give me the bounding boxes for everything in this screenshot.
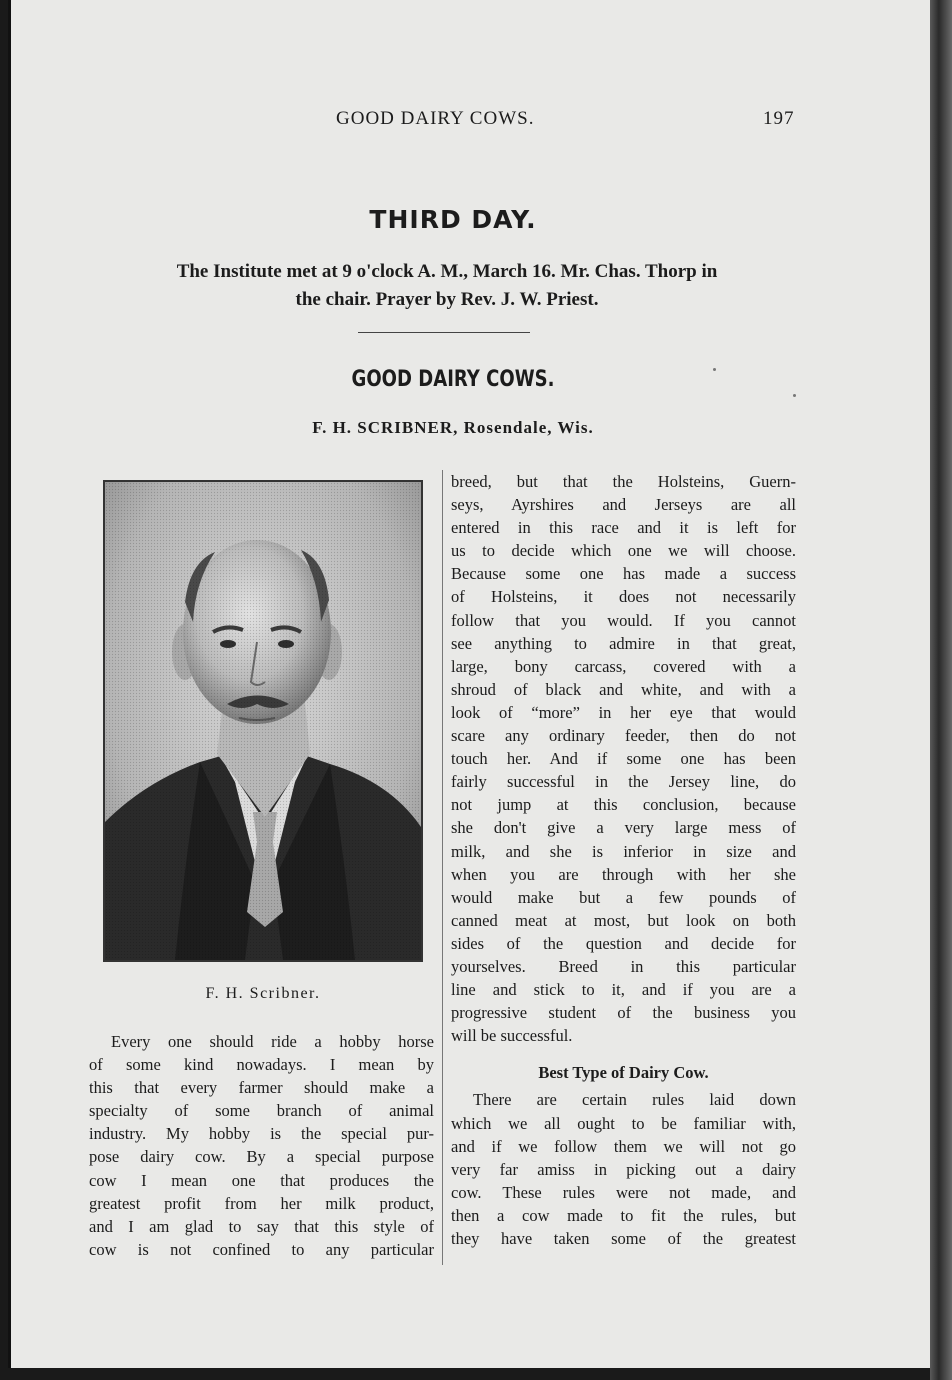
text-line: fairly successful in the Jersey line, do — [451, 772, 796, 792]
section-divider — [358, 332, 530, 333]
text-line: when you are through with her she — [451, 864, 796, 884]
column-divider — [442, 470, 443, 1265]
right-column — [451, 470, 796, 1250]
text-line: this that every farmer should make a — [89, 1078, 434, 1098]
left-column — [89, 1030, 434, 1261]
text-line: see anything to admire in that great, — [451, 633, 796, 653]
text-line: greatest profit from her milk product, — [89, 1193, 434, 1213]
text-line: canned meat at most, but look on both — [451, 910, 796, 930]
text-line: shroud of black and white, and with a — [451, 679, 796, 699]
section-subheading: Best Type of Dairy Cow. — [538, 1063, 709, 1083]
text-line: large, bony carcass, covered with a — [451, 656, 796, 676]
book-page — [8, 0, 933, 1368]
author-line: F. H. SCRIBNER, Rosendale, Wis. — [312, 418, 594, 437]
text-line: cow. These rules were not made, and — [451, 1182, 796, 1202]
text-line: and if we follow them we will not go — [451, 1136, 796, 1156]
text-line: yourselves. Breed in this particular — [451, 956, 796, 976]
text-line: of Holsteins, it does not necessarily — [451, 587, 796, 607]
text-line: scare any ordinary feeder, then do not — [451, 726, 796, 746]
text-line: and I am glad to say that this style of — [89, 1216, 434, 1236]
text-line: which we all ought to be familiar with, — [451, 1113, 796, 1133]
text-line: look of “more” in her eye that would — [451, 702, 796, 722]
portrait-caption: F. H. Scribner. — [205, 985, 321, 1002]
running-title: GOOD DAIRY COWS. — [336, 108, 535, 129]
text-line: pose dairy cow. By a special purpose — [89, 1147, 434, 1167]
author-portrait — [103, 480, 423, 962]
text-line: they have taken some of the greatest — [451, 1229, 796, 1248]
session-line-2: the chair. Prayer by Rev. J. W. Priest. — [295, 289, 599, 310]
text-line: follow that you would. If you cannot — [451, 610, 796, 630]
text-line: us to decide which one we will choose. — [451, 541, 796, 561]
text-line: industry. My hobby is the special pur- — [89, 1124, 434, 1144]
text-line: Because some one has made a success — [451, 564, 796, 584]
text-line: touch her. And if some one has been — [451, 749, 796, 769]
portrait-illustration — [105, 482, 421, 960]
print-speck — [793, 394, 796, 397]
page-number: 197 — [763, 108, 795, 129]
text-line: breed, but that the Holsteins, Guern- — [451, 472, 796, 491]
text-line: sides of the question and decide for — [451, 933, 796, 953]
text-line: cow is not confined to any particular — [89, 1239, 434, 1259]
text-line: very far amiss in picking out a dairy — [451, 1159, 796, 1179]
text-line: progressive student of the business you — [451, 1003, 796, 1023]
text-line: not jump at this conclusion, because — [451, 795, 796, 815]
text-line: will be successful. — [451, 1026, 573, 1046]
text-line: specialty of some branch of animal — [89, 1101, 434, 1121]
text-line: There are certain rules laid down — [473, 1090, 796, 1110]
text-line: cow I mean one that produces the — [89, 1170, 434, 1190]
text-line: entered in this race and it is left for — [451, 518, 796, 538]
page-edge-shadow — [930, 0, 952, 1380]
text-line: line and stick to it, and if you are a — [451, 980, 796, 1000]
day-heading: THIRD DAY. — [369, 205, 537, 234]
session-note — [87, 258, 807, 314]
text-line: she don't give a very large mess of — [451, 818, 796, 838]
text-line: then a cow made to fit the rules, but — [451, 1205, 796, 1225]
print-speck — [713, 368, 716, 371]
text-line: milk, and she is inferior in size and — [451, 841, 796, 861]
text-line: of some kind nowadays. I mean by — [89, 1055, 434, 1075]
article-title: GOOD DAIRY COWS. — [351, 367, 555, 392]
session-line-1: The Institute met at 9 o'clock A. M., March 16. Mr. Chas. Thorp in — [176, 261, 718, 282]
text-line: seys, Ayrshires and Jerseys are all — [451, 495, 796, 515]
text-line: would make but a few pounds of — [451, 887, 796, 907]
text-line: Every one should ride a hobby horse — [111, 1032, 434, 1051]
